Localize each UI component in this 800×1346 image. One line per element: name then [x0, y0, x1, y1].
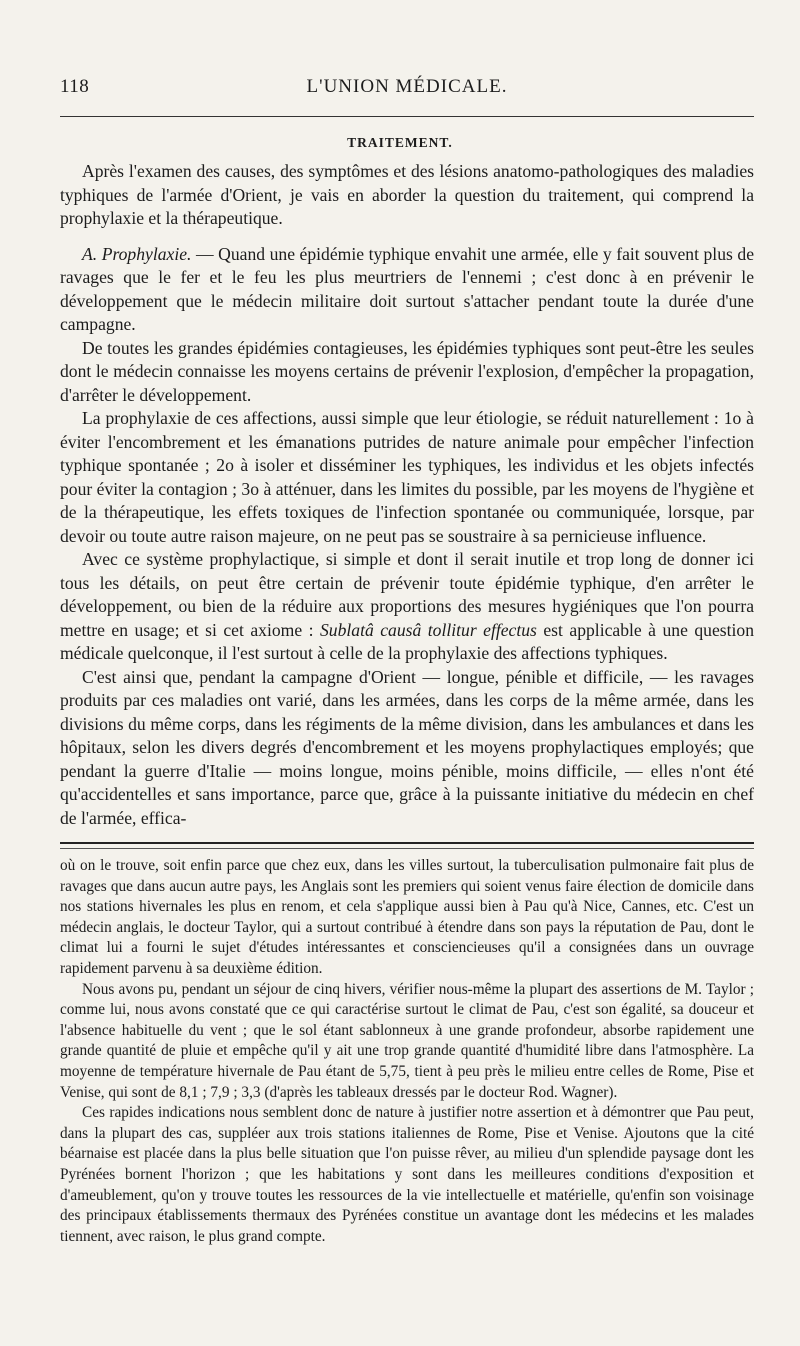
- footnote-separator: [60, 842, 754, 849]
- latin-axiom: Sublatâ causâ tollitur effectus: [320, 619, 537, 640]
- paragraph-campagne: C'est ainsi que, pendant la campagne d'Orient — longue, pénible et difficile, — les ravages produits par ces maladies ont varié, dans les armées, dans les corps de la même armée, dans les divisions du même corps, dans les régiments de la même division, dans les ambulances et dans les hôpitaux, selon les divers degrés d'encombrement et les moyens prophylactiques employés; que pendant la guerre d'Italie — moins longue, moins pénible, moins difficile, — elles n'ont été qu'accidentelles et sans importance, parce que, grâce à la puissante initiative du médecin en chef de l'armée, effica-: [60, 666, 754, 828]
- paragraph-prophylaxie: [60, 243, 754, 337]
- prophylaxie-text: — Quand une épidémie typhique envahit une armée, elle y fait souvent plus de ravages que le fer et le feu les plus meurtriers de l'ennemi ; c'est donc à en prévenir le développement que le médecin militaire doit surtout s'attacher pendant toute la durée d'une campagne.: [60, 243, 754, 334]
- main-text: [60, 160, 754, 830]
- systeme-text-end: est applicable à une question médicale quelconque, il l'est surtout à celle de la prophylaxie des affections typhiques.: [60, 619, 754, 663]
- paragraph-prophylaxie-simple: La prophylaxie de ces affections, aussi simple que leur étiologie, se réduit naturellement : 1o à éviter l'encombrement et les émanations putrides de nature animale pour empêcher l'infection typhique spontanée ; 2o à isoler et disséminer les typhiques, les individus et les objets infectés pour éviter la contagion ; 3o à atténuer, dans les limites du possible, par les moyens de l'hygiène et de la thérapeutique, les effets toxiques de l'infection spontanée ou communiquée, lorsque, par devoir ou toute autre raison majeure, on ne peut pas se soustraire à sa pernicieuse influence.: [60, 408, 754, 546]
- paragraph-epidemies: De toutes les grandes épidémies contagieuses, les épidémies typhiques sont peut-être les seules dont le médecin connaisse les moyens certains de prévenir l'explosion, d'empêcher la propagation, d'arrêter le développement.: [60, 337, 754, 405]
- footnote-paragraph-taylor: Nous avons pu, pendant un séjour de cinq hivers, vérifier nous-même la plupart des assertions de M. Taylor ; comme lui, nous avons constaté que ce qui caractérise surtout le climat de Pau, c'est son égalité, sa douceur et l'absence habituelle du vent ; que le sol étant sablonneux à une grande profondeur, absorbe rapidement une grande quantité de pluie et empêche qu'il y ait une trop grande quantité d'humidité libre dans l'atmosphère. La moyenne de température hivernale de Pau étant de 5,75, tient à peu près le milieu entre celles de Rome, Pise et Venise, qui sont de 8,1 ; 7,9 ; 3,3 (d'après les tableaux dressés par le docteur Rod. Wagner).: [60, 980, 754, 1101]
- footnote-paragraph-pau: Ces rapides indications nous semblent donc de nature à justifier notre assertion et à démontrer que Pau peut, dans la plupart des cas, suppléer aux trois stations italiennes de Rome, Pise et Venise. Ajoutons que la cité béarnaise est placée dans la plus belle situation que l'on puisse rêver, au milieu d'un splendide paysage dont les Pyrénées bornent l'horizon ; que les habitations y sont dans les meilleures conditions d'exposition et d'ameublement, qu'on y trouve toutes les ressources de la vie intellectuelle et matérielle, qu'enfin son voisinage des principaux établissements thermaux des Pyrénées constitue un avantage dont les médecins et les malades tiennent, avec raison, le plus grand compte.: [60, 1104, 754, 1245]
- paragraph-systeme: [60, 548, 754, 666]
- paragraph-intro: Après l'examen des causes, des symptômes et des lésions anatomo-pathologiques des maladies typhiques de l'armée d'Orient, je vais en aborder la question du traitement, qui comprend la prophylaxie et la thérapeutique.: [60, 161, 754, 228]
- footnote-continuation: où on le trouve, soit enfin parce que chez eux, dans les villes surtout, la tuberculisation pulmonaire fait plus de ravages que dans aucun autre pays, les Anglais sont les premiers qui soient venus faire élection de domicile dans nos stations hivernales les plus en renom, et cela s'applique aussi bien à Pau qu'à Nice, Cannes, etc. C'est un médecin anglais, le docteur Taylor, qui a surtout contribué à étendre dans son pays la réputation de Pau, dont le climat lui a fourni le sujet d'études intéressantes et consciencieuses qu'il a consignées dans un ouvrage rapidement parvenu à sa deuxième édition.: [60, 857, 754, 977]
- systeme-text-start: Avec ce système prophylactique, si simple et dont il serait inutile et trop long de donner ici tous les détails, on peut être certain de prévenir toute épidémie typhique, d'en arrêter le développement, ou bien de la réduire aux proportions des mesures hygiéniques que l'on pourra mettre en usage; et si cet axiome :: [60, 549, 754, 640]
- footnotes: [60, 856, 754, 1247]
- prophylaxie-heading: A. Prophylaxie.: [82, 243, 192, 264]
- page-number: 118: [60, 76, 90, 97]
- section-title: TRAITEMENT.: [347, 135, 453, 150]
- running-head: L'UNION MÉDICALE.: [306, 76, 508, 97]
